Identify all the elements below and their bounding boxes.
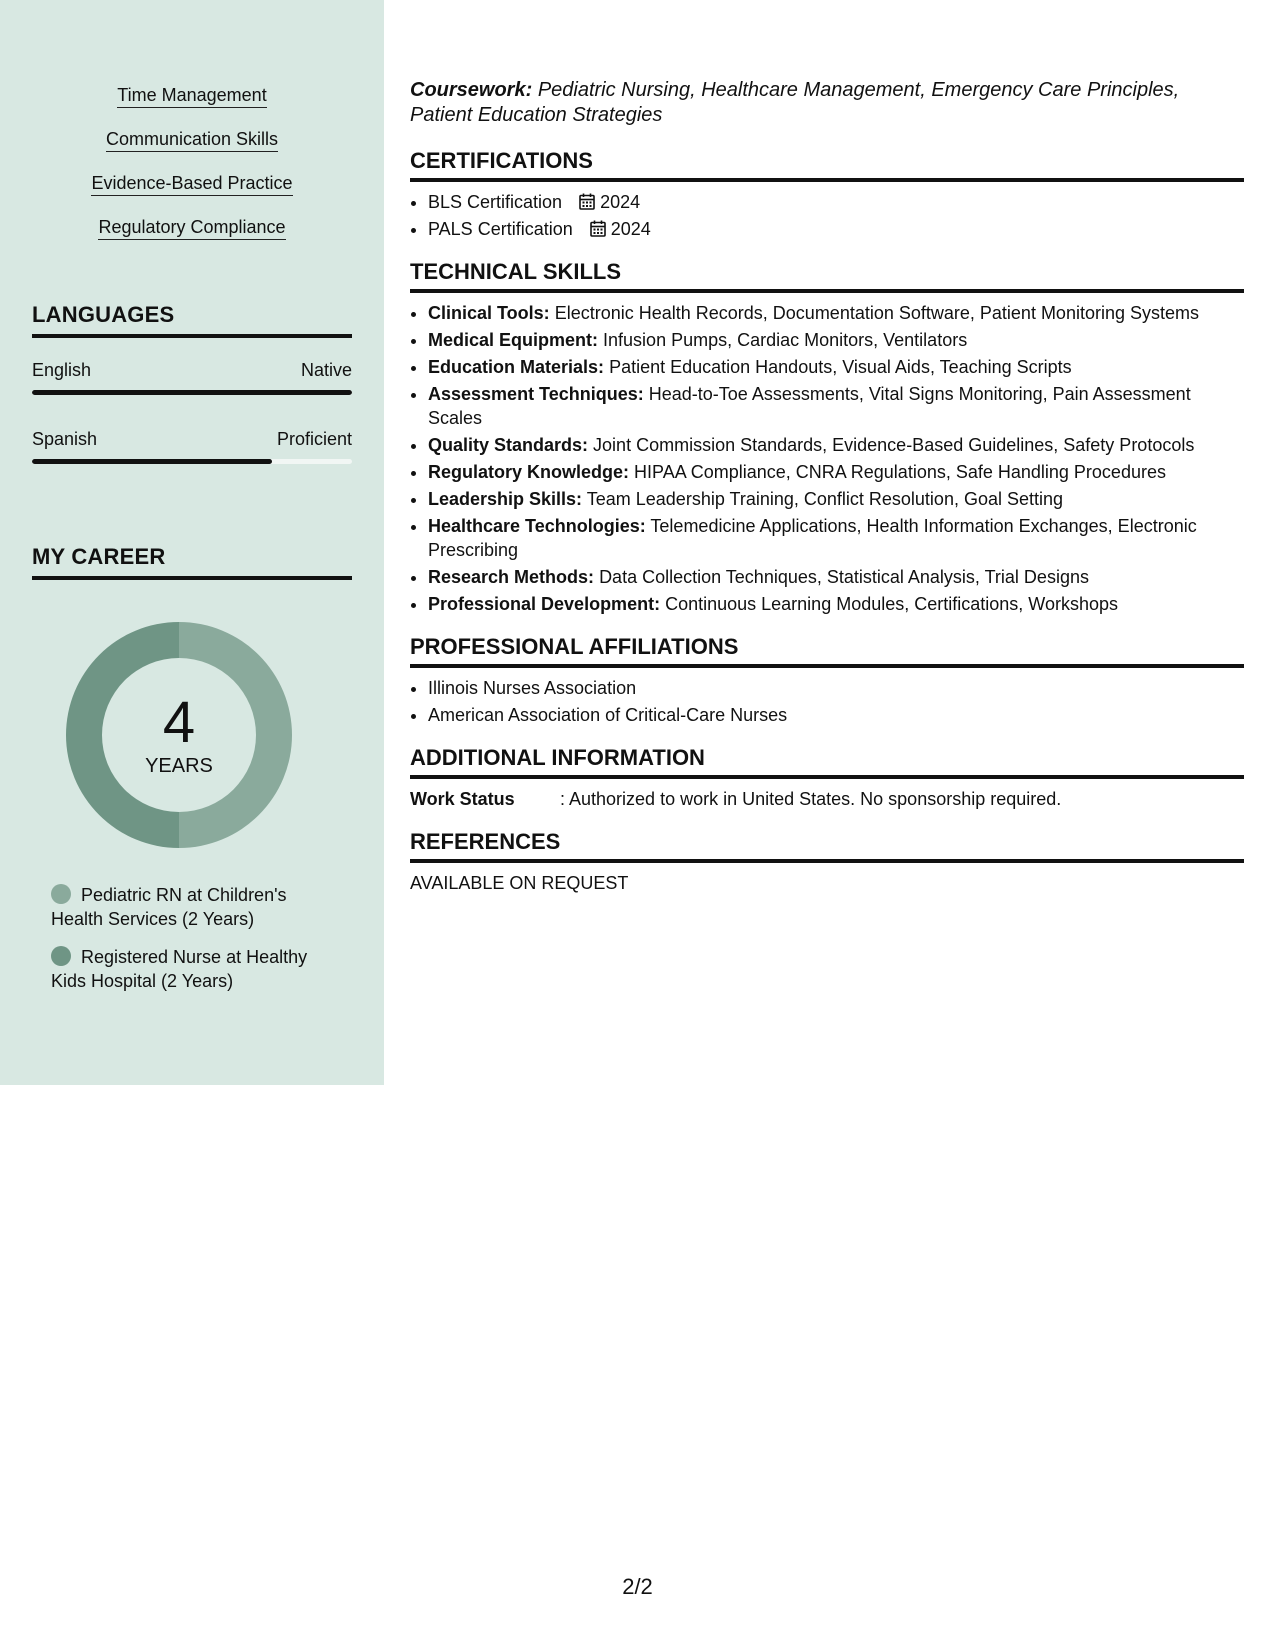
calendar-icon [590,220,606,237]
skill-value: Joint Commission Standards, Evidence-Based Guidelines, Safety Protocols [593,435,1195,455]
references-text: AVAILABLE ON REQUEST [410,873,629,893]
work-status-value: : Authorized to work in United States. No sponsorship required. [560,789,1062,809]
certifications-list [410,190,1244,241]
certification-name: PALS Certification [428,219,573,239]
work-status-label: Work Status [410,789,515,809]
language-bar [32,459,352,464]
technical-skill-item [428,460,1244,484]
skill-label: Healthcare Technologies: [428,516,646,536]
certification-year: 2024 [610,219,651,239]
technical-skill-item [428,328,1244,352]
affiliations-title: PROFESSIONAL AFFILIATIONS [410,634,1244,668]
work-status-row [410,787,1244,811]
coursework [410,78,1244,128]
coursework-label: Coursework: [410,79,533,101]
skill-label: Research Methods: [428,567,595,587]
technical-skill-item [428,565,1244,589]
language-row [32,429,352,450]
technical-skill-item [428,301,1244,325]
technical-skills-list [410,301,1244,616]
skill-value: Team Leadership Training, Conflict Resolution, Goal Setting [586,489,1064,509]
career-item [51,945,331,993]
skill-value: Patient Education Handouts, Visual Aids, Teaching Scripts [609,357,1072,377]
affiliations-list [410,676,1244,727]
language-row [32,360,352,381]
language-bar-fill [32,459,272,464]
sidebar [0,0,384,1085]
language-bar [32,390,352,395]
technical-skill-item [428,592,1244,616]
technical-skills-title: TECHNICAL SKILLS [410,259,1244,293]
page-number: 2/2 [622,1574,653,1599]
skill-value: Head-to-Toe Assessments, Vital Signs Monitoring, Pain Assessment Scales [428,384,1191,428]
language-bar-fill [32,390,352,395]
skill-value: Continuous Learning Modules, Certifications, Workshops [665,594,1118,614]
skill-label: Leadership Skills: [428,489,583,509]
technical-skill-item [428,382,1244,430]
technical-skill-item [428,487,1244,511]
skill-label: Assessment Techniques: [428,384,644,404]
certification-name: BLS Certification [428,192,563,212]
languages-heading: LANGUAGES [32,302,352,338]
career-item-text: Pediatric RN at Children's Health Services (2 Years) [51,885,287,929]
career-donut [66,622,292,848]
skill-label: Clinical Tools: [428,303,550,323]
affiliation-item: • American Association of Critical-Care Nurses [428,703,1244,727]
skill-value: Infusion Pumps, Cardiac Monitors, Ventilators [603,330,968,350]
certification-item [428,190,1244,214]
language-name: English [32,360,92,380]
technical-skill-item [428,433,1244,457]
career-years-label: YEARS [145,754,213,777]
career-total-years: 4 [162,689,196,755]
skill-value: Electronic Health Records, Documentation Software, Patient Monitoring Systems [554,303,1199,323]
main-content [410,78,1244,895]
skill-item: Time Management [117,84,266,108]
coursework-text: Pediatric Nursing, Healthcare Management, Emergency Care Principles, Patient Education Strategies [410,79,1180,126]
language-level: Proficient [276,429,352,449]
certifications-title: CERTIFICATIONS [410,148,1244,182]
skills-list [0,84,384,260]
affiliation-item: • Illinois Nurses Association [428,676,1244,700]
skill-label: Professional Development: [428,594,661,614]
technical-skill-item [428,514,1244,562]
skill-value: HIPAA Compliance, CNRA Regulations, Safe Handling Procedures [634,462,1166,482]
legend-dot-icon [51,884,71,904]
calendar-icon [579,193,595,210]
language-name: Spanish [32,429,98,449]
skill-label: Regulatory Knowledge: [428,462,630,482]
skill-label: Quality Standards: [428,435,589,455]
skill-item: Evidence-Based Practice [91,172,292,196]
skill-value: Telemedicine Applications, Health Information Exchanges, Electronic Prescribing [428,516,1197,560]
career-heading: MY CAREER [32,544,352,580]
skill-label: Education Materials: [428,357,605,377]
legend-dot-icon [51,946,71,966]
references-title: REFERENCES [410,829,1244,863]
certification-year: 2024 [600,192,641,212]
skill-value: Data Collection Techniques, Statistical Analysis, Trial Designs [599,567,1089,587]
certification-item [428,217,1244,241]
skill-item: Communication Skills [106,128,278,152]
career-item-text: Registered Nurse at Healthy Kids Hospital (2 Years) [51,947,308,991]
additional-info-title: ADDITIONAL INFORMATION [410,745,1244,779]
skill-item: Regulatory Compliance [98,216,285,240]
career-item [51,883,331,931]
language-level: Native [300,360,352,380]
career-donut-center [66,622,292,848]
technical-skill-item [428,355,1244,379]
skill-label: Medical Equipment: [428,330,599,350]
